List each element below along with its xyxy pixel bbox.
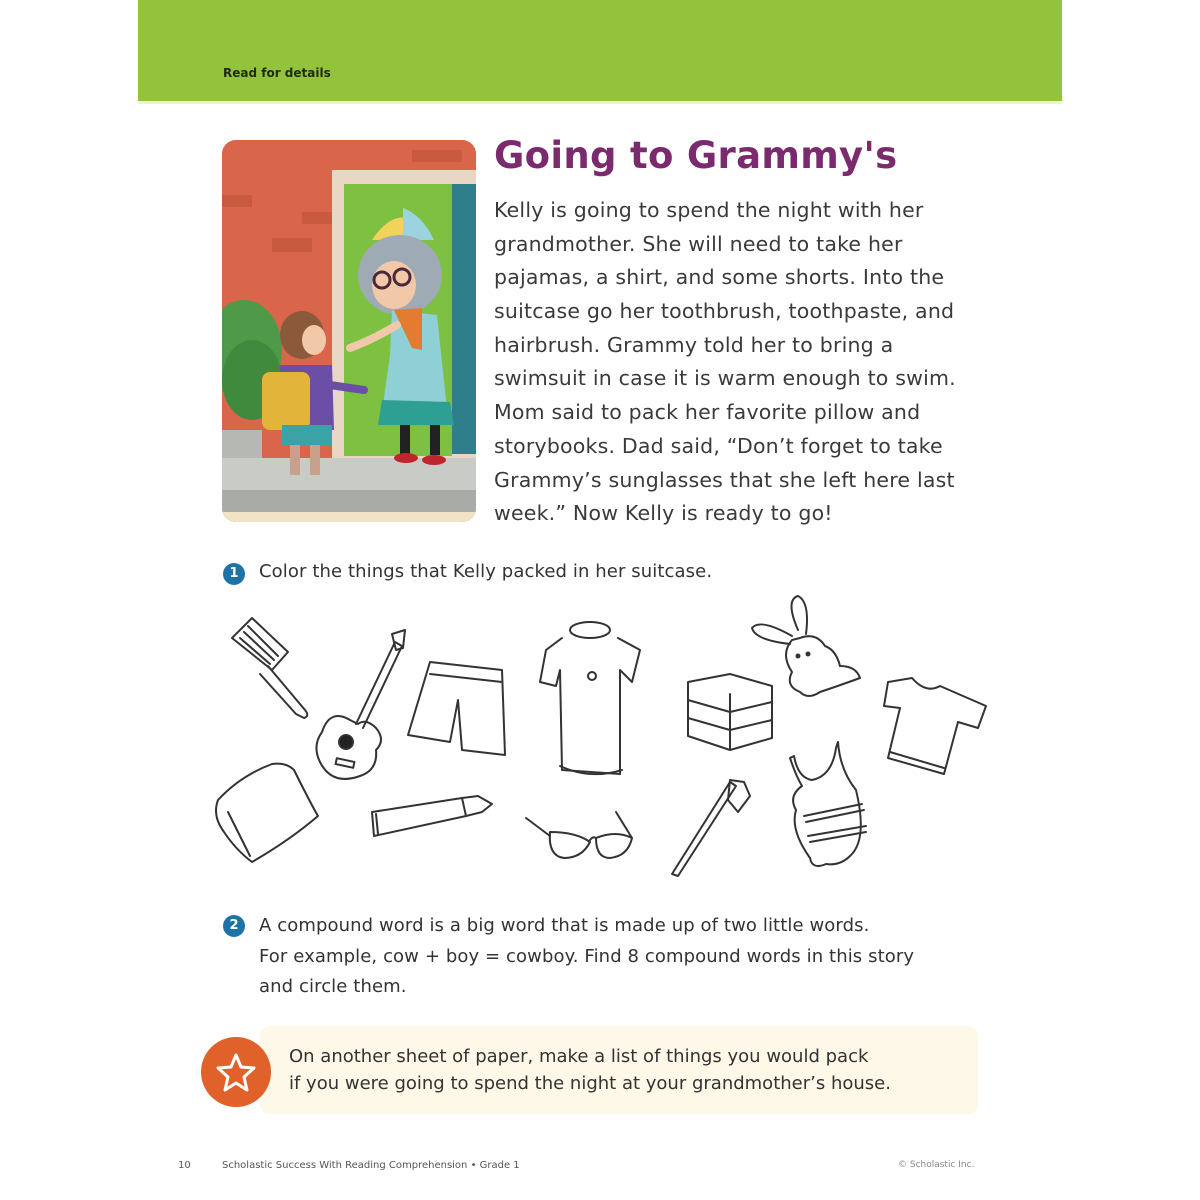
section-label: Read for details <box>223 66 331 80</box>
question-2-line: and circle them. <box>259 976 407 997</box>
question-1-badge: 1 <box>223 563 245 585</box>
question-2-line: A compound word is a big word that is made up of two little words. <box>259 915 870 936</box>
footer-book-title: Scholastic Success With Reading Comprehension • Grade 1 <box>222 1160 520 1171</box>
extension-text <box>289 1043 891 1097</box>
header-band <box>138 0 1062 101</box>
story-line: grandmother. She will need to take her <box>494 231 903 256</box>
story-line: storybooks. Dad said, “Don’t forget to take <box>494 433 943 458</box>
star-icon <box>201 1037 271 1107</box>
question-1-text: Color the things that Kelly packed in her suitcase. <box>259 561 713 582</box>
story-line: Grammy’s sunglasses that she left here last <box>494 467 955 492</box>
extension-badge <box>201 1037 271 1107</box>
story-illustration <box>222 140 476 522</box>
story-line: swimsuit in case it is warm enough to swim. <box>494 366 956 391</box>
story-line: hairbrush. Grammy told her to bring a <box>494 332 894 357</box>
question-2-badge: 2 <box>223 915 245 937</box>
sunglasses-icon[interactable] <box>526 812 632 858</box>
question-2-line: For example, cow + boy = cowboy. Find 8 compound words in this story <box>259 945 915 967</box>
books-icon[interactable] <box>688 674 772 750</box>
coloring-items <box>200 590 1000 890</box>
shorts-icon[interactable] <box>408 662 505 755</box>
question-2-text <box>259 911 914 1003</box>
grandmother-greeting-illustration <box>222 140 476 522</box>
page-number: 10 <box>178 1160 191 1171</box>
footer-copyright: © Scholastic Inc. <box>898 1160 975 1170</box>
story-line: suitcase go her toothbrush, toothpaste, and <box>494 299 955 324</box>
story-line: pajamas, a shirt, and some shorts. Into the <box>494 265 945 290</box>
extension-line: if you were going to spend the night at your grandmother’s house. <box>289 1073 891 1094</box>
story-body <box>494 194 994 531</box>
story-title: Going to Grammy's <box>494 134 898 177</box>
guitar-icon[interactable] <box>316 630 405 779</box>
hairbrush-icon[interactable] <box>232 618 307 718</box>
toothbrush-icon[interactable] <box>672 780 750 876</box>
story-line: Mom said to pack her favorite pillow and <box>494 400 921 425</box>
story-line: week.” Now Kelly is ready to go! <box>494 501 833 526</box>
tshirt-icon[interactable] <box>884 678 986 774</box>
extension-line: On another sheet of paper, make a list of things you would pack <box>289 1046 869 1067</box>
header-divider <box>138 101 1062 104</box>
bunny-toy-icon[interactable] <box>752 596 860 696</box>
nightgown-icon[interactable] <box>540 622 640 774</box>
pillow-icon[interactable] <box>216 764 318 862</box>
story-line: Kelly is going to spend the night with her <box>494 198 924 222</box>
swimsuit-icon[interactable] <box>790 742 866 866</box>
toothpaste-icon[interactable] <box>372 796 492 836</box>
